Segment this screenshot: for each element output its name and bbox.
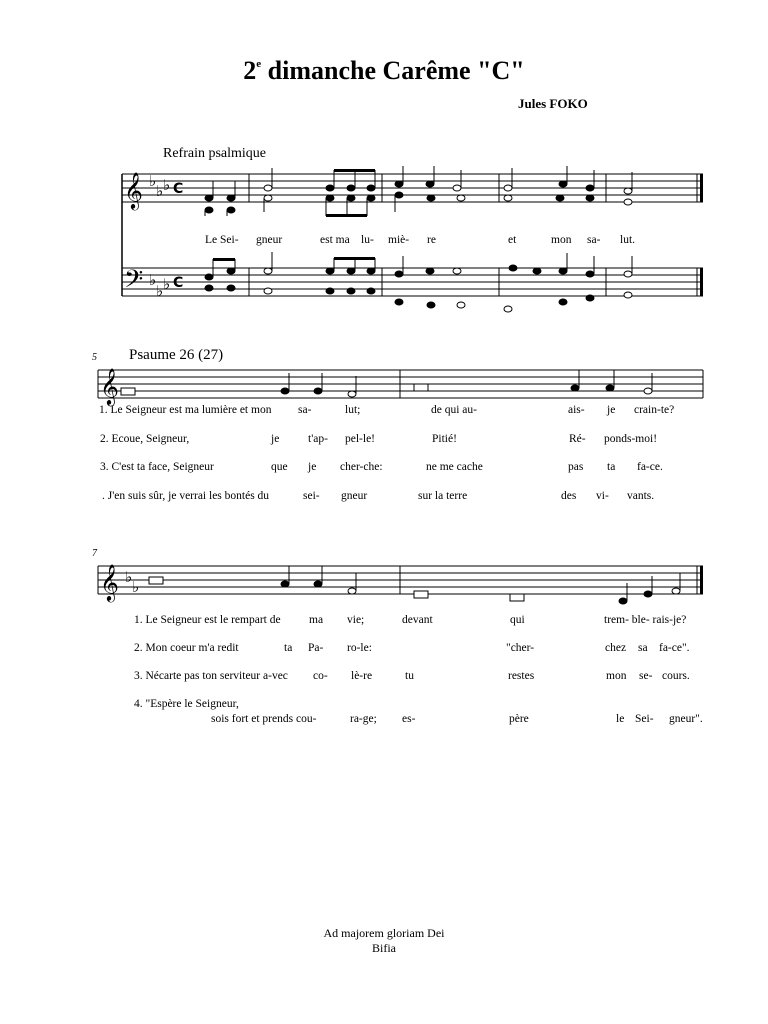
title-number: 2 [243,56,257,85]
measure-number-5: 5 [92,352,97,363]
lyric-text: es- [402,713,416,725]
lyric-text: de qui au- [431,404,477,416]
treble-clef-icon: 𝄞 [100,563,119,601]
final-barline [700,268,703,296]
lyric-text: gneur [341,490,368,502]
lyric-text: ta [607,461,616,473]
lyric-text: je [271,433,280,445]
psalm-label: Psaume 26 (27) [129,347,224,363]
lyric-text: vie; [347,614,365,626]
lyric-text: restes [508,670,535,682]
lyric-syllable: lu- [361,234,374,246]
lyric-text: ta [284,642,293,654]
treble-clef-icon: 𝄞 [100,367,119,405]
lyric-text: sa [638,642,648,654]
lyric-text: trem- ble- rais-je? [604,614,687,626]
svg-text:♭: ♭ [125,568,133,586]
lyric-text: je [308,461,317,473]
lyric-text: Pa- [308,642,324,654]
composer-name: Jules FOKO [518,96,588,111]
svg-text:♭: ♭ [163,275,171,293]
title-text: dimanche Carême "C" [261,56,525,85]
lyric-text: Sei- [635,713,654,725]
psalm-b-notes [149,566,680,604]
lyric-text: t'ap- [308,433,328,445]
lyric-text: que [271,461,288,473]
lyric-syllable: et [508,234,517,246]
lyric-text: mon [606,670,627,682]
lyric-text: se- [639,670,653,682]
lyric-text: fa-ce. [637,461,663,473]
lyric-text: vants. [627,490,655,502]
lyric-syllable: sa- [587,234,601,246]
lyric-text: 1. Le Seigneur est le rempart de [134,614,281,626]
lyric-text: cours. [662,670,690,682]
footer-line-1: Ad majorem gloriam Dei [323,926,445,940]
lyric-text: co- [313,670,328,682]
final-barline [700,566,703,594]
lyric-syllable: Le Sei- [205,234,239,246]
final-barline [700,174,703,202]
lyric-text: Ré- [569,433,586,445]
lyric-text: Pitié! [432,433,457,445]
lyric-text: je [607,404,616,416]
svg-text:♭: ♭ [156,282,164,300]
lyric-text: gneur". [669,713,703,725]
lyric-syllable: mon [551,234,572,246]
lyric-text: pel-le! [345,433,376,445]
refrain-bass-staff [122,268,703,296]
lyric-text: 3. Nécarte pas ton serviteur a-vec [134,670,288,682]
lyric-text: sur la terre [418,490,468,502]
svg-text:♭: ♭ [149,172,157,190]
lyric-text: pas [568,461,584,473]
lyric-text: ra-ge; [350,713,377,725]
lyric-syllable: miè- [388,234,410,246]
lyric-text: fa-ce". [659,642,690,654]
lyric-text: père [509,713,529,725]
lyric-text: tu [405,670,414,682]
lyric-text: devant [402,614,433,626]
title-superscript: e [256,58,262,70]
svg-text:♭: ♭ [132,578,140,596]
lyric-syllable: gneur [256,234,283,246]
lyric-text: . J'en suis sûr, je verrai les bontés du [102,490,270,502]
treble-clef-icon: 𝄞 [124,171,143,209]
lyric-text: ponds-moi! [604,433,658,445]
lyric-text: sois fort et prends cou- [211,713,317,725]
lyric-text: le [616,713,625,725]
lyric-text: ma [309,614,324,626]
lyric-text: qui [510,614,525,626]
lyric-text: lut; [345,404,361,416]
measure-number-7: 7 [92,548,97,559]
lyric-text: crain-te? [634,404,675,416]
lyric-text: cher-che: [340,461,383,473]
lyric-syllable: lut. [620,234,636,246]
svg-text:♭: ♭ [156,182,164,200]
lyric-text: 3. C'est ta face, Seigneur [100,461,214,473]
lyric-text: "cher- [506,642,535,654]
refrain-label: Refrain psalmique [163,146,267,161]
lyric-text: des [561,490,577,502]
lyric-text: 4. "Espère le Seigneur, [134,698,239,710]
svg-text:♭: ♭ [149,271,157,289]
lyric-text: ne me cache [426,461,483,473]
lyric-text: ais- [568,404,585,416]
common-time-icon: C [173,275,184,291]
footer-line-2: Bifia [372,941,396,955]
lyric-text: 2. Mon coeur m'a redit [134,642,239,654]
bass-clef-icon: 𝄢 [124,265,144,300]
lyric-text: sei- [303,490,320,502]
lyric-text: 2. Ecoue, Seigneur, [100,433,190,445]
lyric-text: sa- [298,404,312,416]
lyric-syllable: est ma [320,234,350,246]
lyric-syllable: re [427,234,436,246]
svg-text:♭: ♭ [163,176,171,194]
lyric-text: chez [605,642,627,654]
lyric-text: vi- [596,490,609,502]
lyric-text: ro-le: [347,642,372,654]
common-time-icon: C [173,181,184,197]
lyric-text: lè-re [351,670,373,682]
lyric-text: 1. Le Seigneur est ma lumière et mon [99,404,272,416]
